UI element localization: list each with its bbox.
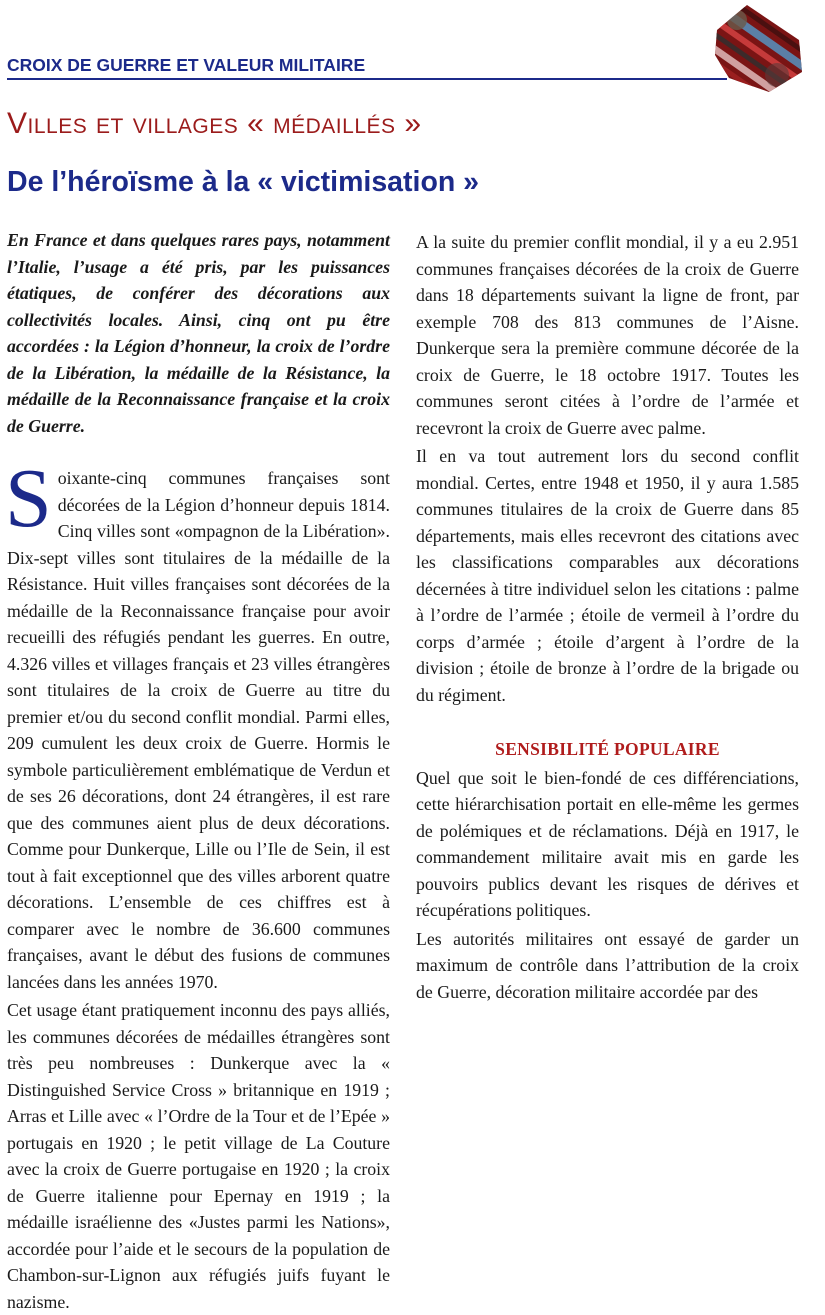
article-title: De l’héroïsme à la « victimisation » [7,166,480,198]
body-paragraph: Soixante-cinq communes françaises sont décorées de la Légion d’honneur depuis 1814. Cinq villes sont «ompagnon de la Libération». Dix-sept villes sont titulaires de la médaille de la Résistance. Huit villes françaises sont décorées de la médaille de la Reconnaissance française pour avoir recueilli des réfugiés pendant les guerres. En outre, 4.326 villes et villages français et 23 villes étrangères sont titulaires de la croix de Guerre au titre du premier et/ou du second conflit mondial. Parmi elles, 209 cumulent les deux croix de Guerre. Hormis le symbole particulièrement emblématique de Verdun et de ses 26 décorations, dont 24 étrangères, il est rare que des communes aient plus de deux décorations. Comme pour Dunkerque, Lille ou l’Ile de Sein, il est tout à fait exceptionnel que des villes arborent quatre décorations. L’ensemble de ces chiffres est à comparer avec le nombre de 36.600 communes françaises, avant le début des fusions de communes lancées dans les années 1970. [5,452,390,992]
text-column [416,227,799,1005]
body-paragraph: Quel que soit le bien-fondé de ces différenciations, cette hiérarchisation portait en elle-même les germes de polémiques et de réclamations. Déjà en 1917, le commandement militaire avait mis en garde les pouvoirs publics devant les risques de dérives et récupérations politiques. [416,767,799,920]
article-rubric: Villes et villages « médaillés » [7,107,422,140]
body-paragraph: Il en va tout autrement lors du second conflit mondial. Certes, entre 1948 et 1950, il y aura 1.585 communes titulaires de la croix de Guerre dans 85 départements, mais elles recevront des citations avec les classifications comparables aux décorations décernées à titre individuel selon les citations : palme à l’ordre de l’armée ; étoile de vermeil à l’ordre du corps d’armée ; étoile d’argent à l’ordre de la division ; étoile de bronze à l’ordre de la brigade ou du régiment. [416,446,799,705]
croix-de-guerre-ribbon-icon [707,0,807,100]
body-paragraph: A la suite du premier conflit mondial, il y a eu 2.951 communes françaises décorées de la croix de Guerre dans 18 départements suivant la ligne de front, par exemple 708 des 813 communes de l’Aisne. Dunkerque sera la première commune décorée de la croix de Guerre, le 18 octobre 1917. Toutes les communes seront citées à l’ordre de l’armée et recevront la croix de Guerre avec palme. [416,232,799,438]
body-paragraph: Cet usage étant pratiquement inconnu des pays alliés, les communes décorées de médailles étrangères sont très peu nombreuses : Dunkerque avec la « Distinguished Service Cross » britannique en 1919 ; Arras et Lille avec « l’Ordre de la Tour et de l’Epée » portugais en 1920 ; le petit village de La Couture avec la croix de Guerre portugaise en 1920 ; la croix de Guerre italienne pour Epernay en 1919 ; la médaille israélienne des «Justes parmi les Nations», accordée pour l’aide et le secours de la population de Chambon-sur-Lignon aux réfugiés juifs fuyant le nazisme. [7,1000,390,1312]
body-paragraph: Les autorités militaires ont essayé de garder un maximum de contrôle dans l’attribution de la croix de Guerre, décoration militaire accordée par des [416,928,799,1002]
section-header: CROIX DE GUERRE ET VALEUR MILITAIRE [7,55,366,75]
header-rule [7,78,727,80]
text-column [7,227,390,1315]
section-subhead: SENSIBILITÉ POPULAIRE [495,739,720,759]
article-lead: En France et dans quelques rares pays, notamment l’Italie, l’usage a été pris, par les puissances étatiques, de conférer des décorations aux collectivités locales. Ainsi, cinq ont pu être accordées : la Légion d’honneur, la croix de l’ordre de la Libération, la médaille de la Résistance, la médaille de la Reconnaissance française et la croix de Guerre. [7,230,390,436]
drop-cap: S [5,452,52,545]
